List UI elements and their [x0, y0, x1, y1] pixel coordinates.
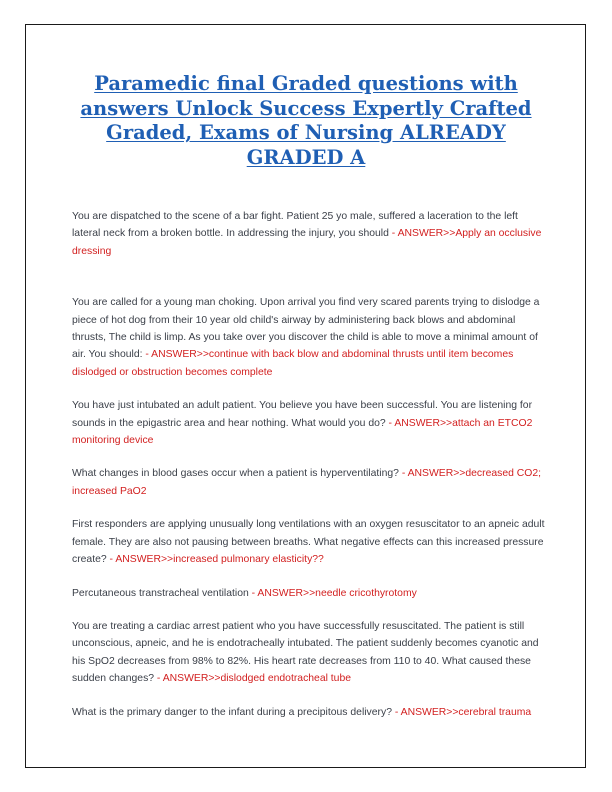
question-text: What is the primary danger to the infant during a precipitous delivery?: [72, 706, 392, 718]
question-text: First responders are applying unusually long ventilations with an oxygen resuscitator to an apneic adult female. They are also not pausing between breaths. What negative effects can this increased pressure create?: [72, 519, 545, 566]
answer-text: ANSWER>>attach an ETCO2 monitoring device: [72, 417, 533, 447]
qa-item: [72, 294, 548, 381]
question-text: What changes in blood gases occur when a patient is hyperventilating?: [72, 468, 399, 480]
question-text: You are called for a young man choking. Upon arrival you find very scared parents trying to dislodge a piece of hot dog from their 10 year old child's airway by administering back blows and abdominal thrusts, The child is limp. As you take over you discover the child is able to move a minimal amount of air. You should:: [72, 297, 540, 361]
answer-separator: -: [154, 673, 163, 685]
answer-separator: -: [106, 554, 116, 566]
answer-text: ANSWER>>needle cricothyrotomy: [257, 587, 417, 599]
question-text: You have just intubated an adult patient. You believe you have been successful. You are listening for sounds in the epigastric area and hear nothing. What would you do?: [72, 400, 533, 429]
qa-item: [72, 397, 548, 449]
question-text: Percutaneous transtracheal ventilation: [72, 587, 249, 599]
answer-separator: -: [142, 349, 152, 361]
answer-separator: -: [398, 468, 408, 480]
document-title: Paramedic final Graded questions with answers Unlock Success Expertly Crafted Graded, Exams of Nursing ALREADY GRADED A: [80, 72, 532, 169]
answer-text: ANSWER>>decreased CO2; increased PaO2: [72, 468, 542, 497]
qa-item: [72, 618, 548, 688]
answer-separator: -: [391, 706, 401, 718]
qa-item: [72, 208, 548, 260]
qa-item: [72, 704, 548, 721]
question-text: You are dispatched to the scene of a bar fight. Patient 25 yo male, suffered a laceration to the left lateral neck from a broken bottle. In addressing the injury, you should: [72, 211, 518, 240]
qa-item: [72, 465, 548, 500]
answer-text: ANSWER>>cerebral trauma: [400, 706, 532, 718]
answer-text: ANSWER>>dislodged endotracheal tube: [162, 673, 352, 685]
qa-list: [72, 208, 548, 721]
answer-separator: -: [385, 417, 395, 429]
answer-text: ANSWER>>Apply an occlusive dressing: [72, 228, 542, 257]
answer-separator: -: [388, 228, 398, 240]
qa-item: [72, 516, 548, 568]
answer-separator: -: [248, 587, 258, 599]
answer-text: ANSWER>>increased pulmonary elasticity??: [115, 554, 324, 566]
qa-item: [72, 585, 548, 602]
question-text: You are treating a cardiac arrest patient who you have successfully resuscitated. The patient is still unconscious, apneic, and he is endotracheally intubated. The patient suddenly becomes cyanotic and his SpO2 decreases from 98% to 82%. His heart rate decreases from 110 to 40. What caused these sudden changes?: [72, 620, 539, 685]
answer-text: ANSWER>>continue with back blow and abdominal thrusts until item becomes dislodged or obstruction becomes complete: [72, 349, 514, 378]
